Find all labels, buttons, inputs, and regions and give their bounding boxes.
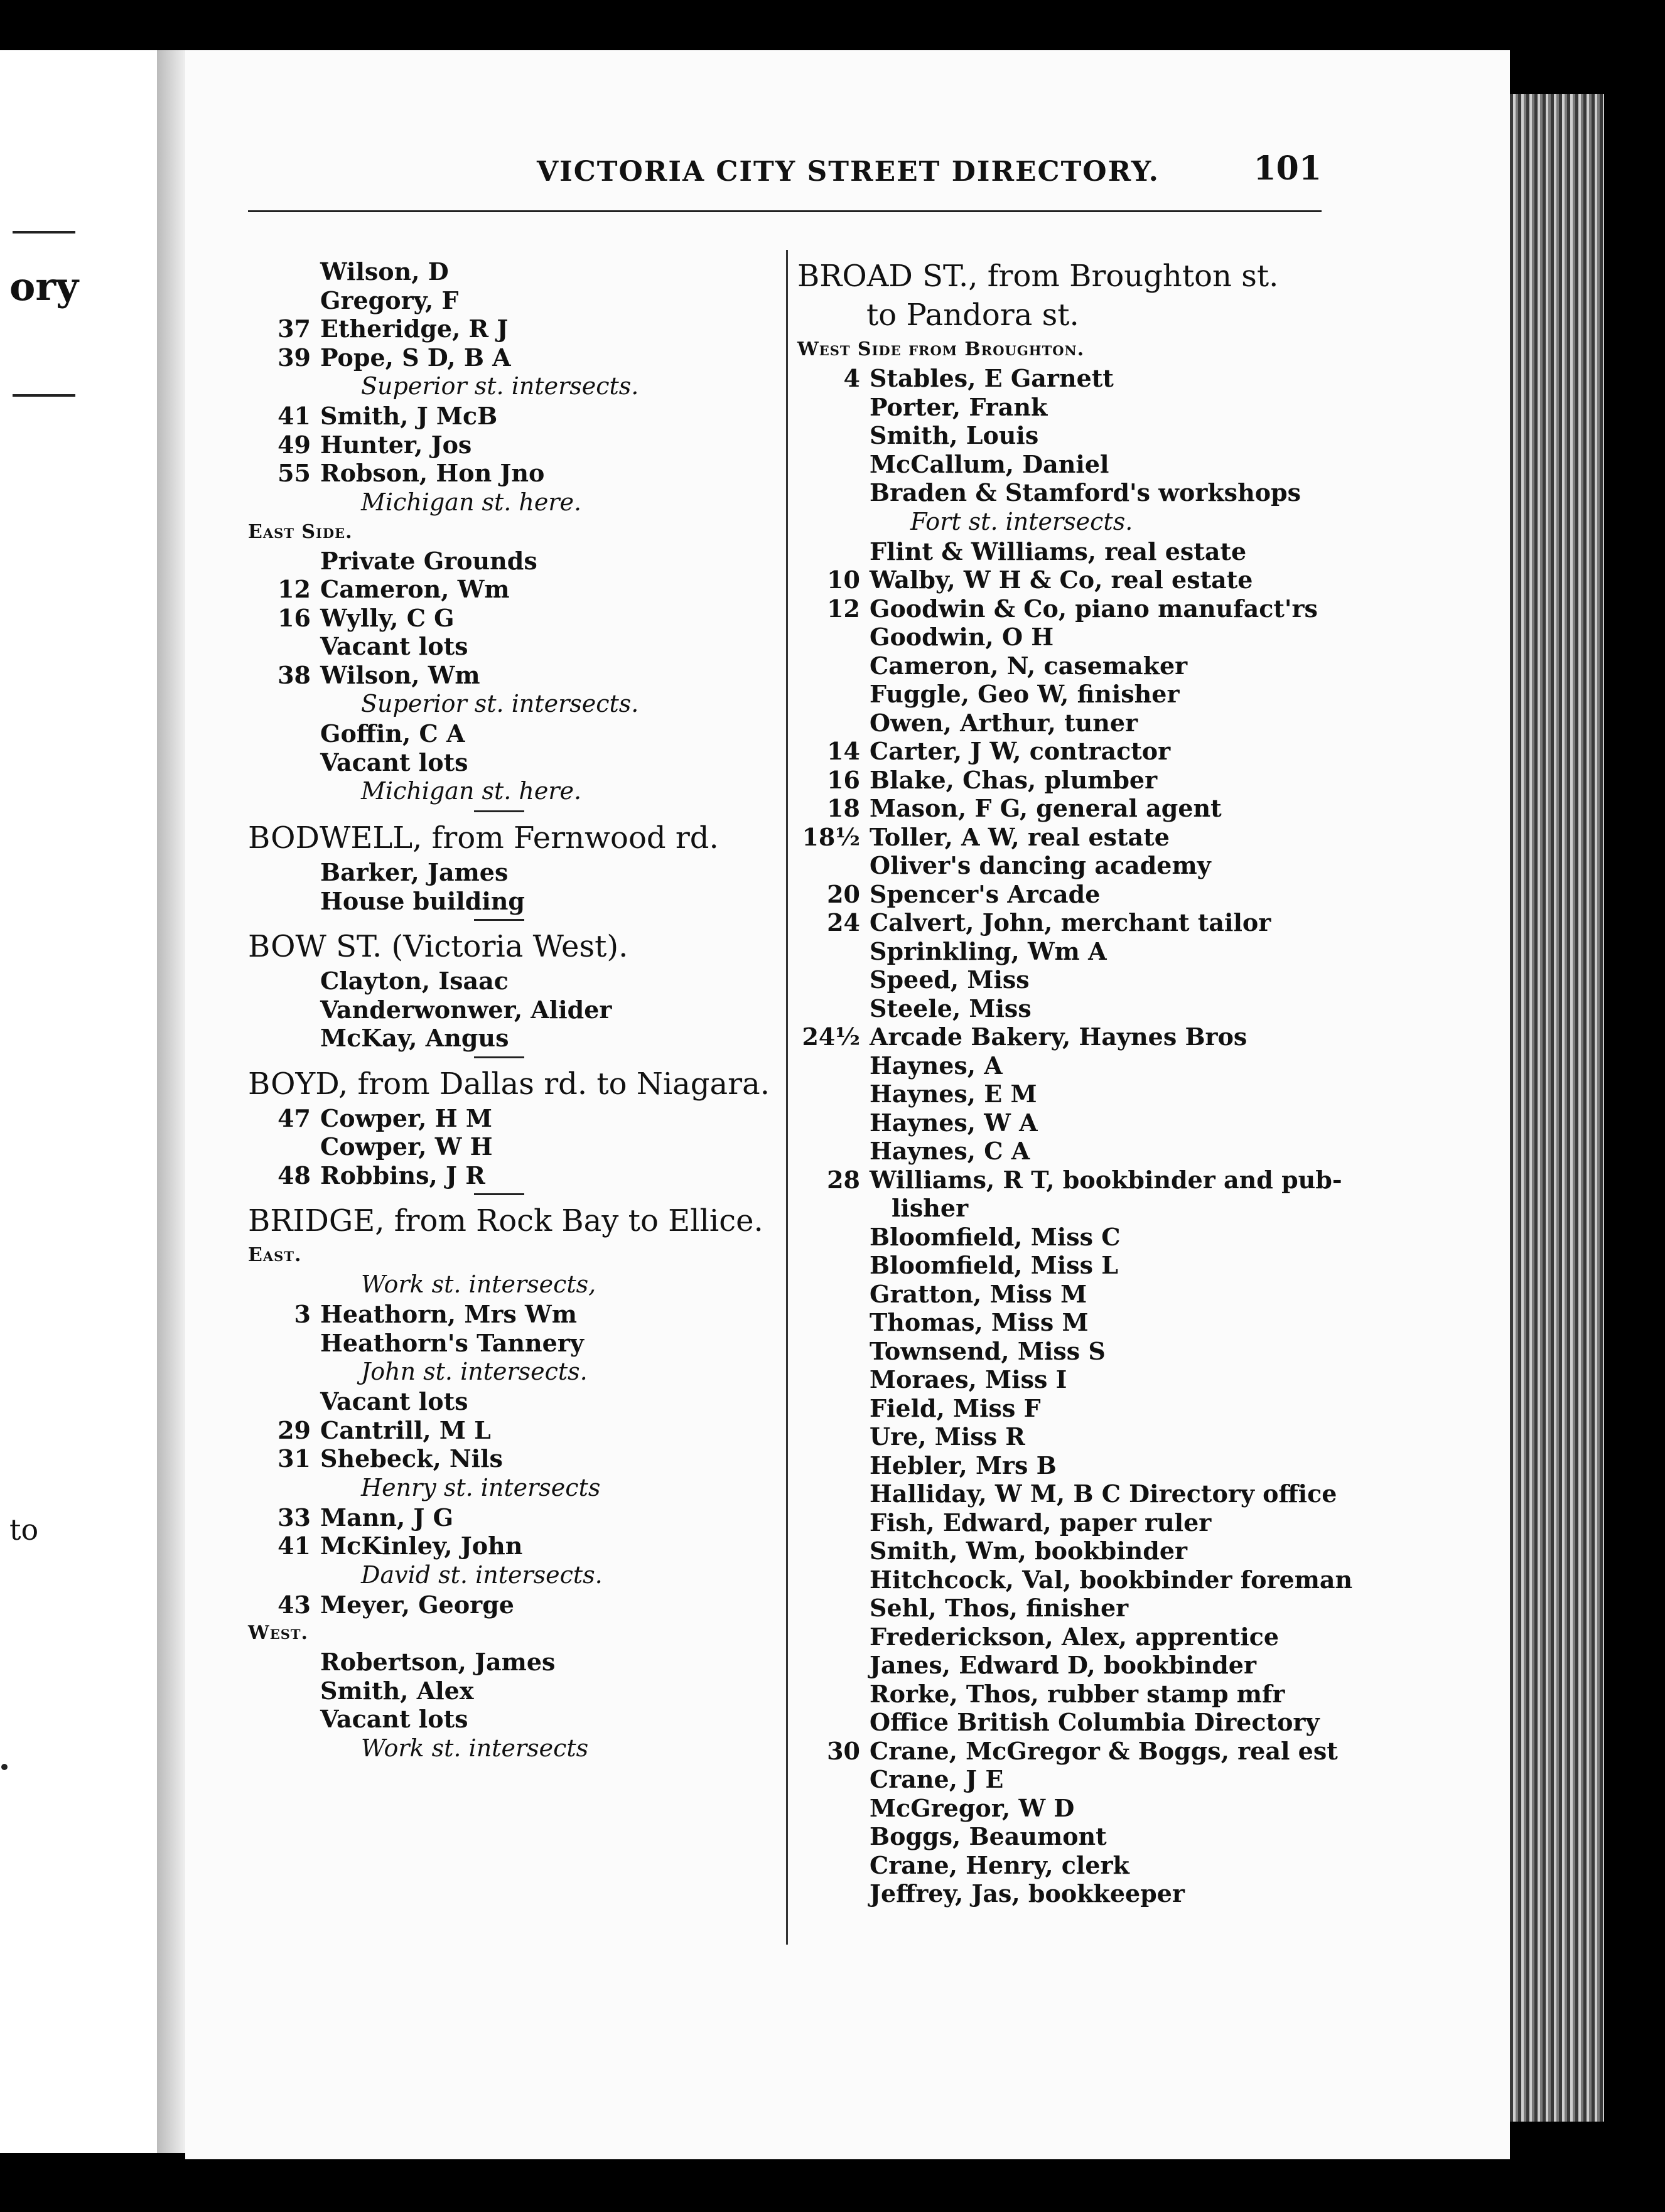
directory-entry <box>797 1508 1350 1537</box>
resident-name: Porter, Frank <box>870 392 1048 421</box>
resident-name: Gratton, Miss M <box>870 1279 1087 1308</box>
directory-entry <box>797 1051 1350 1080</box>
resident-name: Ure, Miss R <box>870 1422 1025 1451</box>
resident-name: Stables, E Garnett <box>870 364 1114 392</box>
directory-entry <box>248 967 775 996</box>
directory-entry <box>797 908 1350 937</box>
running-title: VICTORIA CITY STREET DIRECTORY. <box>537 156 1160 188</box>
directory-entry <box>248 1503 775 1532</box>
resident-name: Goodwin, O H <box>870 623 1054 651</box>
previous-page-rule <box>13 394 75 397</box>
header-rule <box>248 210 1322 212</box>
resident-name: McKay, Angus <box>320 1024 509 1052</box>
directory-entry <box>248 1705 775 1734</box>
directory-entry <box>797 794 1350 823</box>
section-rule <box>474 1193 524 1195</box>
directory-entry <box>797 880 1350 909</box>
directory-entry <box>797 1623 1350 1651</box>
directory-entry <box>248 314 775 343</box>
resident-name: Haynes, E M <box>870 1080 1037 1108</box>
left-column <box>248 257 775 1952</box>
directory-entry <box>248 1648 775 1677</box>
resident-name: Flint & Williams, real estate <box>870 537 1247 566</box>
resident-name: House building <box>320 886 525 915</box>
resident-name: Vacant lots <box>320 632 468 660</box>
resident-name: Cantrill, M L <box>320 1415 491 1444</box>
resident-name: Smith, Louis <box>870 421 1039 449</box>
resident-name: Janes, Edward D, bookbinder <box>870 1651 1256 1679</box>
resident-name: Braden & Stamford's workshops <box>870 478 1301 507</box>
resident-name: Crane, J E <box>870 1765 1004 1793</box>
resident-name: Halliday, W M, B C Directory office <box>870 1479 1337 1508</box>
section-rule <box>474 1056 524 1058</box>
directory-entry <box>797 594 1350 623</box>
house-number: 31 <box>278 1444 311 1473</box>
section-rule <box>474 919 524 921</box>
resident-name: Townsend, Miss S <box>870 1336 1106 1365</box>
directory-entry <box>797 851 1350 880</box>
intersection-note: Henry st. intersects <box>361 1473 601 1501</box>
resident-name: Cameron, N, casemaker <box>870 651 1188 680</box>
resident-name: Haynes, A <box>870 1051 1003 1080</box>
resident-name: Goffin, C A <box>320 719 465 748</box>
previous-page-rule <box>13 231 75 234</box>
directory-entry <box>797 994 1350 1023</box>
resident-name: Gregory, F <box>320 286 459 314</box>
resident-name: Bloomfield, Miss L <box>870 1251 1118 1279</box>
resident-name: Meyer, George <box>320 1590 514 1619</box>
column-divider <box>786 250 788 1945</box>
directory-entry <box>797 421 1350 450</box>
directory-entry <box>248 1161 775 1190</box>
resident-name: Speed, Miss <box>870 965 1030 994</box>
directory-entry <box>797 1479 1350 1508</box>
directory-entry <box>248 547 775 576</box>
directory-entry <box>248 1104 775 1133</box>
house-number: 12 <box>278 575 311 603</box>
house-number: 16 <box>278 603 311 632</box>
house-number: 14 <box>827 737 860 765</box>
directory-entry <box>797 1337 1350 1366</box>
house-number: 18 <box>827 794 860 822</box>
resident-name: Robertson, James <box>320 1648 556 1676</box>
intersection-note: John st. intersects. <box>361 1358 588 1385</box>
house-number: 39 <box>278 343 311 372</box>
resident-name: Wylly, C G <box>320 603 455 632</box>
resident-name: Cowper, W H <box>320 1132 493 1161</box>
page-number: 101 <box>1253 149 1322 188</box>
house-number: 12 <box>827 594 860 623</box>
directory-entry <box>797 766 1350 795</box>
resident-name: Mann, J G <box>320 1503 454 1532</box>
page-edges <box>1510 94 1604 2122</box>
resident-name: Oliver's dancing academy <box>870 851 1211 879</box>
resident-name: Fuggle, Geo W, finisher <box>870 680 1180 708</box>
book-gutter <box>157 50 188 2153</box>
resident-name: lisher <box>892 1194 969 1222</box>
directory-entry <box>248 661 775 690</box>
resident-name: Hebler, Mrs B <box>870 1451 1057 1479</box>
house-number: 55 <box>278 459 311 487</box>
resident-name: Hunter, Jos <box>320 430 472 459</box>
resident-name: Haynes, C A <box>870 1137 1030 1165</box>
house-number: 43 <box>278 1590 311 1619</box>
directory-entry <box>797 1422 1350 1451</box>
directory-entry <box>797 1651 1350 1680</box>
directory-entry <box>248 1677 775 1705</box>
directory-entry <box>248 1024 775 1053</box>
directory-entry <box>797 1280 1350 1309</box>
resident-name: Walby, W H & Co, real estate <box>870 566 1253 594</box>
side-heading: East Side. <box>248 520 353 543</box>
street-heading: BOW ST. (Victoria West). <box>248 929 628 964</box>
directory-entry <box>797 1537 1350 1565</box>
resident-name: Sprinkling, Wm A <box>870 937 1107 965</box>
directory-entry <box>797 1680 1350 1709</box>
directory-entry <box>248 1387 775 1416</box>
directory-entry <box>248 1300 775 1329</box>
directory-entry <box>797 364 1350 393</box>
house-number: 30 <box>827 1736 860 1765</box>
side-heading: West. <box>248 1622 308 1644</box>
directory-entry <box>248 343 775 372</box>
directory-entry <box>797 1451 1350 1480</box>
directory-entry <box>797 1251 1350 1280</box>
directory-entry <box>248 1532 775 1560</box>
directory-entry <box>248 719 775 748</box>
resident-name: Private Grounds <box>320 546 537 575</box>
previous-page-title-fragment: ory <box>9 264 79 309</box>
house-number: 38 <box>278 660 311 689</box>
directory-entry <box>797 623 1350 652</box>
directory-entry <box>797 1137 1350 1166</box>
resident-name: Steele, Miss <box>870 994 1032 1023</box>
directory-entry <box>248 858 775 887</box>
speck <box>1 1764 8 1770</box>
resident-name: Heathorn, Mrs Wm <box>320 1300 577 1328</box>
resident-name: Arcade Bakery, Haynes Bros <box>870 1023 1247 1051</box>
directory-entry <box>797 709 1350 738</box>
resident-name: Pope, S D, B A <box>320 343 511 372</box>
resident-name: Crane, McGregor & Boggs, real est <box>870 1736 1338 1765</box>
street-heading: BODWELL, from Fernwood rd. <box>248 820 719 856</box>
street-heading: to Pandora st. <box>866 298 1079 333</box>
resident-name: Calvert, John, merchant tailor <box>870 908 1271 937</box>
directory-entry <box>797 1109 1350 1137</box>
resident-name: Spencer's Arcade <box>870 879 1101 908</box>
side-heading: East. <box>248 1244 302 1266</box>
directory-entry <box>248 575 775 604</box>
directory-entry <box>248 459 775 488</box>
resident-name: Crane, Henry, clerk <box>870 1850 1129 1879</box>
intersection-note: Superior st. intersects. <box>361 372 639 400</box>
directory-entry <box>248 1132 775 1161</box>
intersection-note: Michigan st. here. <box>361 488 582 516</box>
resident-name: McCallum, Daniel <box>870 449 1109 478</box>
resident-name: Toller, A W, real estate <box>870 822 1170 851</box>
directory-entry <box>797 1194 1350 1223</box>
resident-name: Etheridge, R J <box>320 314 509 343</box>
directory-entry <box>248 1416 775 1445</box>
directory-entry <box>797 1765 1350 1794</box>
house-number: 18½ <box>802 822 860 851</box>
house-number: 47 <box>278 1103 311 1132</box>
resident-name: Carter, J W, contractor <box>870 737 1171 765</box>
resident-name: Hitchcock, Val, bookbinder foreman <box>870 1565 1353 1594</box>
resident-name: Cowper, H M <box>320 1103 492 1132</box>
directory-entry <box>797 478 1350 507</box>
section-rule <box>474 810 524 812</box>
directory-entry <box>797 1794 1350 1823</box>
resident-name: Owen, Arthur, tuner <box>870 708 1138 737</box>
previous-page-word: to <box>9 1513 39 1547</box>
resident-name: Sehl, Thos, finisher <box>870 1594 1129 1622</box>
street-heading: BRIDGE, from Rock Bay to Ellice. <box>248 1203 763 1238</box>
house-number: 33 <box>278 1503 311 1532</box>
resident-name: Jeffrey, Jas, bookkeeper <box>870 1879 1185 1908</box>
directory-entry <box>797 965 1350 994</box>
house-number: 3 <box>294 1300 311 1328</box>
directory-entry <box>797 1223 1350 1252</box>
directory-entry <box>797 1708 1350 1737</box>
house-number: 24½ <box>802 1023 860 1051</box>
directory-entry <box>797 652 1350 680</box>
resident-name: Boggs, Beaumont <box>870 1822 1107 1850</box>
directory-entry <box>797 1080 1350 1109</box>
house-number: 20 <box>827 879 860 908</box>
resident-name: Frederickson, Alex, apprentice <box>870 1622 1280 1651</box>
directory-entry <box>797 737 1350 766</box>
directory-entry <box>797 1879 1350 1908</box>
house-number: 41 <box>278 402 311 430</box>
directory-entry <box>797 1023 1350 1051</box>
directory-entry <box>797 823 1350 852</box>
resident-name: Rorke, Thos, rubber stamp mfr <box>870 1679 1285 1708</box>
resident-name: Smith, Wm, bookbinder <box>870 1537 1188 1565</box>
resident-name: Williams, R T, bookbinder and pub- <box>870 1165 1342 1194</box>
resident-name: Field, Miss F <box>870 1393 1041 1422</box>
directory-entry <box>248 632 775 661</box>
resident-name: Heathorn's Tannery <box>320 1328 584 1357</box>
directory-entry <box>797 1594 1350 1623</box>
resident-name: Smith, Alex <box>320 1676 474 1705</box>
directory-entry <box>248 257 775 286</box>
house-number: 49 <box>278 430 311 459</box>
directory-entry <box>797 1394 1350 1423</box>
house-number: 24 <box>827 908 860 937</box>
house-number: 37 <box>278 314 311 343</box>
directory-entry <box>248 1329 775 1358</box>
page-header <box>248 143 1322 212</box>
resident-name: Thomas, Miss M <box>870 1308 1089 1336</box>
directory-entry <box>797 450 1350 479</box>
directory-entry <box>797 1308 1350 1337</box>
resident-name: Cameron, Wm <box>320 575 510 603</box>
resident-name: McKinley, John <box>320 1532 523 1560</box>
intersection-note: Work st. intersects, <box>361 1270 596 1298</box>
resident-name: Haynes, W A <box>870 1108 1038 1137</box>
resident-name: Fish, Edward, paper ruler <box>870 1508 1212 1537</box>
side-heading: West Side from Broughton. <box>797 338 1085 360</box>
resident-name: Clayton, Isaac <box>320 967 509 995</box>
previous-page-edge <box>0 50 157 2153</box>
resident-name: Moraes, Miss I <box>870 1365 1067 1393</box>
directory-entry <box>248 286 775 315</box>
directory-entry <box>248 604 775 633</box>
intersection-note: Michigan st. here. <box>361 777 582 805</box>
directory-entry <box>797 937 1350 966</box>
directory-entry <box>797 1822 1350 1851</box>
intersection-note: Superior st. intersects. <box>361 690 639 717</box>
directory-entry <box>797 1737 1350 1766</box>
resident-name: Barker, James <box>320 858 509 886</box>
directory-entry <box>248 748 775 777</box>
directory-entry <box>797 566 1350 594</box>
resident-name: Vacant lots <box>320 1387 468 1415</box>
directory-entry <box>797 680 1350 709</box>
directory-entry <box>248 996 775 1024</box>
resident-name: Goodwin & Co, piano manufact'rs <box>870 594 1318 623</box>
house-number: 48 <box>278 1161 311 1189</box>
directory-entry <box>797 537 1350 566</box>
resident-name: Shebeck, Nils <box>320 1444 503 1473</box>
house-number: 28 <box>827 1165 860 1194</box>
directory-entry <box>248 1591 775 1619</box>
intersection-note: Fort st. intersects. <box>910 507 1133 535</box>
resident-name: Vanderwonwer, Alider <box>320 995 612 1024</box>
directory-entry <box>248 887 775 916</box>
house-number: 29 <box>278 1415 311 1444</box>
directory-entry <box>248 402 775 431</box>
directory-entry <box>248 1444 775 1473</box>
resident-name: McGregor, W D <box>870 1793 1075 1822</box>
intersection-note: Work st. intersects <box>361 1734 589 1762</box>
right-column <box>797 257 1353 1952</box>
resident-name: Vacant lots <box>320 1705 468 1733</box>
resident-name: Wilson, Wm <box>320 660 480 689</box>
street-heading: BROAD ST., from Broughton st. <box>797 259 1279 294</box>
directory-entry <box>797 1851 1350 1880</box>
resident-name: Vacant lots <box>320 748 468 776</box>
resident-name: Smith, J McB <box>320 402 498 430</box>
directory-entry <box>797 393 1350 422</box>
street-heading: BOYD, from Dallas rd. to Niagara. <box>248 1066 770 1102</box>
directory-entry <box>248 431 775 459</box>
resident-name: Office British Columbia Directory <box>870 1708 1320 1736</box>
directory-entry <box>797 1166 1350 1195</box>
resident-name: Blake, Chas, plumber <box>870 765 1158 794</box>
resident-name: Bloomfield, Miss C <box>870 1222 1121 1251</box>
house-number: 41 <box>278 1532 311 1560</box>
resident-name: Robbins, J R <box>320 1161 485 1189</box>
house-number: 10 <box>827 566 860 594</box>
directory-entry <box>797 1365 1350 1394</box>
directory-entry <box>797 1565 1353 1594</box>
house-number: 16 <box>827 765 860 794</box>
house-number: 4 <box>843 364 860 392</box>
resident-name: Wilson, D <box>320 257 449 286</box>
resident-name: Robson, Hon Jno <box>320 459 545 487</box>
resident-name: Mason, F G, general agent <box>870 794 1222 822</box>
intersection-note: David st. intersects. <box>361 1560 603 1589</box>
